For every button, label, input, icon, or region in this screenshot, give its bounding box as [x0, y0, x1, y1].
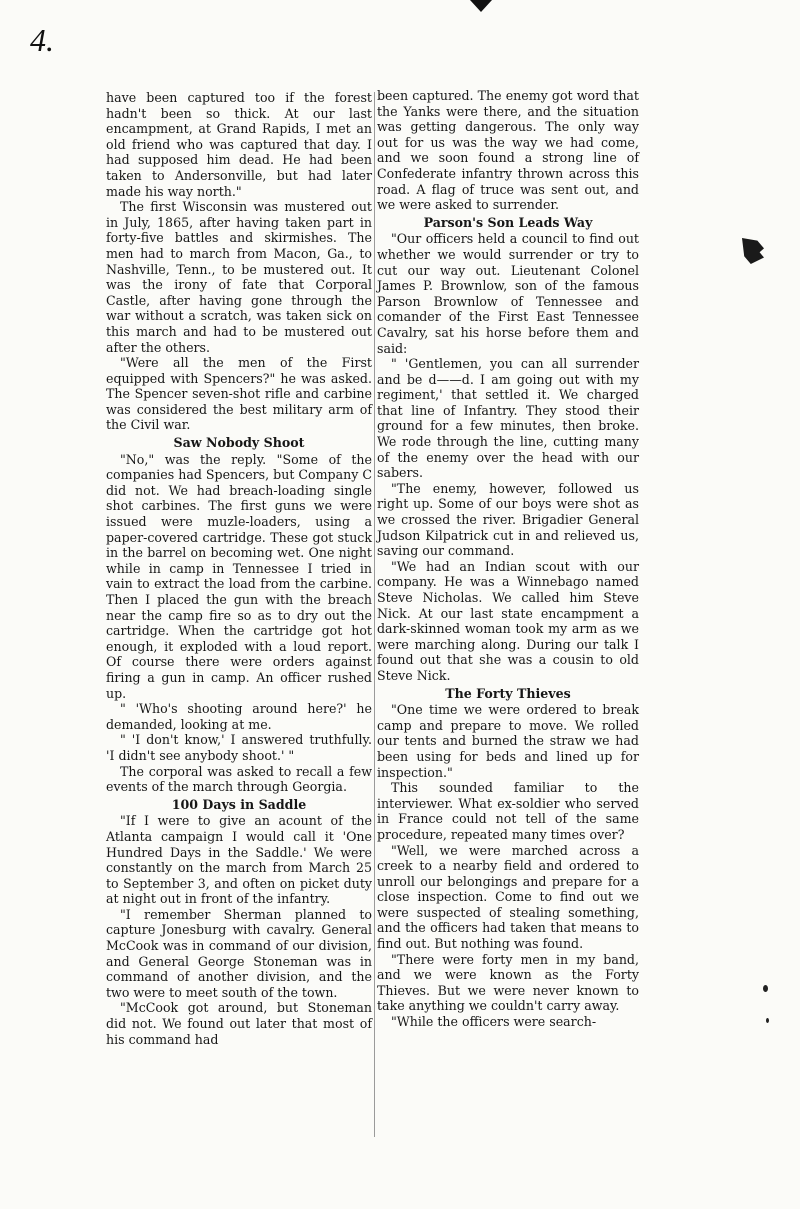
paragraph: This sounded familiar to the interviewer. What ex-soldier who served in France could not tell of the same procedure, repeated many times over?	[377, 780, 639, 842]
paragraph: "I remember Sherman planned to capture Jonesburg with cavalry. General McCook was in command of our division, and General George Stoneman was in command of another division, and the two were to meet south of the town.	[106, 906, 372, 1000]
section-heading: Parson's Son Leads Way	[423, 214, 593, 230]
paragraph: "McCook got around, but Stoneman did not. We found out later that most of his command had	[106, 1000, 372, 1047]
left-column	[106, 90, 372, 1047]
paragraph: " 'Gentlemen, you can all surrender and be d——d. I am going out with my regiment,' that settled it. We charged that line of Infantry. They stood their ground for a few minutes, then broke. We rode through the line, cutting many of the enemy over the head with our sabers.	[377, 356, 639, 481]
ink-spot-icon	[763, 985, 768, 992]
page-number: 4.	[30, 22, 54, 58]
paragraph: "Well, we were marched across a creek to a nearby field and ordered to unroll our belongings and prepare for a close inspection. Come to find out we were suspected of stealing something, and the officers had taken that means to find out. But nothing was found.	[377, 842, 639, 952]
paragraph: "While the officers were search-	[391, 1014, 597, 1030]
paragraph: The corporal was asked to recall a few events of the march through Georgia.	[106, 763, 372, 795]
section-heading: 100 Days in Saddle	[171, 796, 307, 812]
paragraph: "We had an Indian scout with our company. He was a Winnebago named Steve Nicholas. We called him Steve Nick. At our last state encampment a dark-skinned woman took my arm as we were marching along. During our talk I found out that she was a cousin to old Steve Nick.	[377, 558, 639, 683]
column-divider	[374, 92, 375, 1137]
ink-spot-icon	[766, 1018, 769, 1023]
section-heading: Saw Nobody Shoot	[173, 435, 305, 451]
scan-marker-icon	[470, 0, 492, 12]
paragraph: " 'I don't know,' I answered truthfully. 'I didn't see anybody shoot.' "	[106, 732, 372, 763]
paragraph: "The enemy, however, followed us right up. Some of our boys were shot as we crossed the river. Brigadier General Judson Kilpatrick cut in and relieved us, saving our command.	[377, 480, 639, 559]
paragraph: "Our officers held a council to find out whether we would surrender or try to cut our way out. Lieutenant Colonel James P. Brownlow, son of the famous Parson Brownlow of Tennessee and comander of the First East Tennessee Cavalry, sat his horse before them and said:	[377, 231, 639, 356]
paragraph: been captured. The enemy got word that the Yanks were there, and the situation was getting dangerous. The only way out for us was the way we had come, and we soon found a strong line of Confederate infantry thrown across this road. A flag of truce was sent out, and we were asked to surrender.	[377, 88, 639, 213]
paragraph: " 'Who's shooting around here?' he demanded, looking at me.	[106, 701, 372, 732]
paragraph: have been captured too if the forest hadn't been so thick. At our last encampment, at Grand Rapids, I met an old friend who was captured that day. I had supposed him dead. He had been taken to Andersonville, but had later made his way north."	[106, 90, 372, 199]
section-heading: The Forty Thieves	[445, 685, 571, 701]
paragraph: "Were all the men of the First equipped with Spencers?" he was asked. The Spencer seven-shot rifle and carbine was considered the best military arm of the Civil war.	[106, 355, 372, 433]
paragraph: "No," was the reply. "Some of the companies had Spencers, but Company C did not. We had breach-loading single shot carbines. The first guns we were issued were muzle-loaders, using a paper-covered cartridge. These got stuck in the barrel on becoming wet. One night while in camp in Tennessee I tried in vain to extract the load from the carbine. Then I placed the gun with the breach near the camp fire so as to dry out the cartridge. When the cartridge got hot enough, it exploded with a loud report. Of course there were orders against firing a gun in camp. An officer rushed up.	[106, 451, 372, 701]
paragraph: "There were forty men in my band, and we were known as the Forty Thieves. But we were never known to take anything we couldn't carry away.	[377, 951, 639, 1014]
right-column	[377, 88, 639, 1030]
paragraph: The first Wisconsin was mustered out in July, 1865, after having taken part in forty-five battles and skirmishes. The men had to march from Macon, Ga., to Nashville, Tenn., to be mustered out. It was the irony of fate that Corporal Castle, after having gone through the war without a scratch, was taken sick on this march and had to be mustered out after the others.	[106, 199, 372, 355]
paragraph: "One time we were ordered to break camp and prepare to move. We rolled our tents and burned the straw we had been using for beds and lined up for inspection."	[377, 702, 639, 780]
ink-blot-icon	[742, 238, 764, 264]
paragraph: "If I were to give an acount of the Atlanta campaign I would call it 'One Hundred Days in the Saddle.' We were constantly on the march from March 25 to September 3, and often on picket duty at night out in front of the infantry.	[106, 813, 372, 907]
